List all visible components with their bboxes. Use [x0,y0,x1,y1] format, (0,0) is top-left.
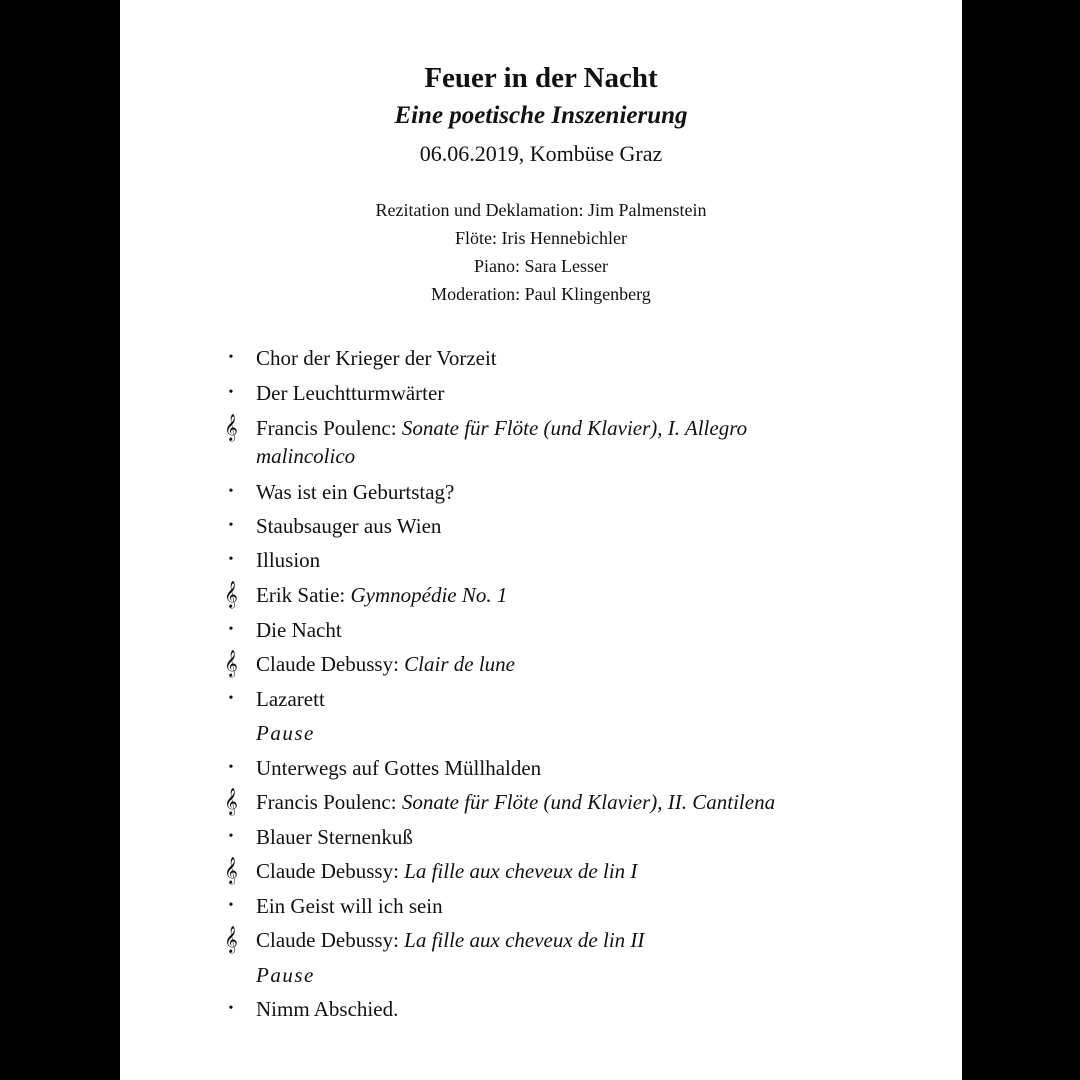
credit-piano: Piano: Sara Lesser [474,256,608,276]
composer: Claude Debussy: [256,652,405,676]
poem-title: Die Nacht [256,618,342,642]
program-item-music [224,581,856,609]
poem-title: Lazarett [256,687,325,711]
program-item-music [224,857,856,885]
poem-title: Blauer Sternenkuß [256,825,413,849]
work-title-continued: malincolico [256,444,356,468]
work-title: Sonate für Flöte (und Klavier), I. Allegro [401,416,748,440]
poem-title: Staubsauger aus Wien [256,514,442,538]
bullet-icon: • [228,518,234,533]
bullet-icon: • [228,622,234,637]
work-title: La fille aux cheveux de lin II [404,928,645,952]
program-item [228,995,856,1023]
program-list [120,0,962,1080]
composer: Claude Debussy: [256,928,405,952]
poem-title: Ein Geist will ich sein [256,894,443,918]
program-item [228,892,856,920]
work-title: La fille aux cheveux de lin I [404,859,638,883]
program-item [228,685,856,713]
event-date-venue: 06.06.2019, Kombüse Graz [419,141,663,166]
credit-moderation: Moderation: Paul Klingenberg [431,284,651,304]
bullet-icon: • [228,829,234,844]
poem-title: Nimm Abschied. [256,997,399,1021]
treble-clef-icon: 𝄞 [224,582,238,607]
work-title: Sonate für Flöte (und Klavier), II. Cantilena [401,790,776,814]
program-item [228,379,856,407]
treble-clef-icon: 𝄞 [224,415,238,440]
composer: Erik Satie: [256,583,351,607]
bullet-icon: • [228,484,234,499]
bullet-icon: • [228,552,234,567]
bullet-icon: • [228,691,234,706]
treble-clef-icon: 𝄞 [224,927,238,952]
program-item [228,616,856,644]
credit-recitation: Rezitation und Deklamation: Jim Palmenstein [375,200,707,220]
program-item [228,478,856,506]
bullet-icon: • [228,350,234,365]
treble-clef-icon: 𝄞 [224,789,238,814]
credit-flute: Flöte: Iris Hennebichler [455,228,627,248]
program-item-music [224,788,856,816]
composer: Francis Poulenc: [256,416,402,440]
event-title: Feuer in der Nacht [424,62,658,94]
program-item [228,344,856,372]
bullet-icon: • [228,1001,234,1016]
work-title: Clair de lune [404,652,515,676]
program-item [228,546,856,574]
intermission-label: Pause [256,721,315,745]
work-title: Gymnopédie No. 1 [350,583,508,607]
intermission-label: Pause [256,963,315,987]
composer: Claude Debussy: [256,859,405,883]
program-item [228,512,856,540]
program-item-music [224,414,856,470]
treble-clef-icon: 𝄞 [224,651,238,676]
composer: Francis Poulenc: [256,790,402,814]
program-item [228,754,856,782]
program-item [228,823,856,851]
program-item-music [224,650,856,678]
bullet-icon: • [228,760,234,775]
bullet-icon: • [228,385,234,400]
event-subtitle: Eine poetische Inszenierung [394,102,688,129]
program-sheet [120,0,962,1080]
poem-title: Illusion [256,548,321,572]
poem-title: Der Leuchtturmwärter [256,381,445,405]
poem-title: Was ist ein Geburtstag? [256,480,455,504]
program-item-music [224,926,856,954]
poem-title: Chor der Krieger der Vorzeit [256,346,497,370]
treble-clef-icon: 𝄞 [224,858,238,883]
bullet-icon: • [228,898,234,913]
poem-title: Unterwegs auf Gottes Müllhalden [256,756,542,780]
